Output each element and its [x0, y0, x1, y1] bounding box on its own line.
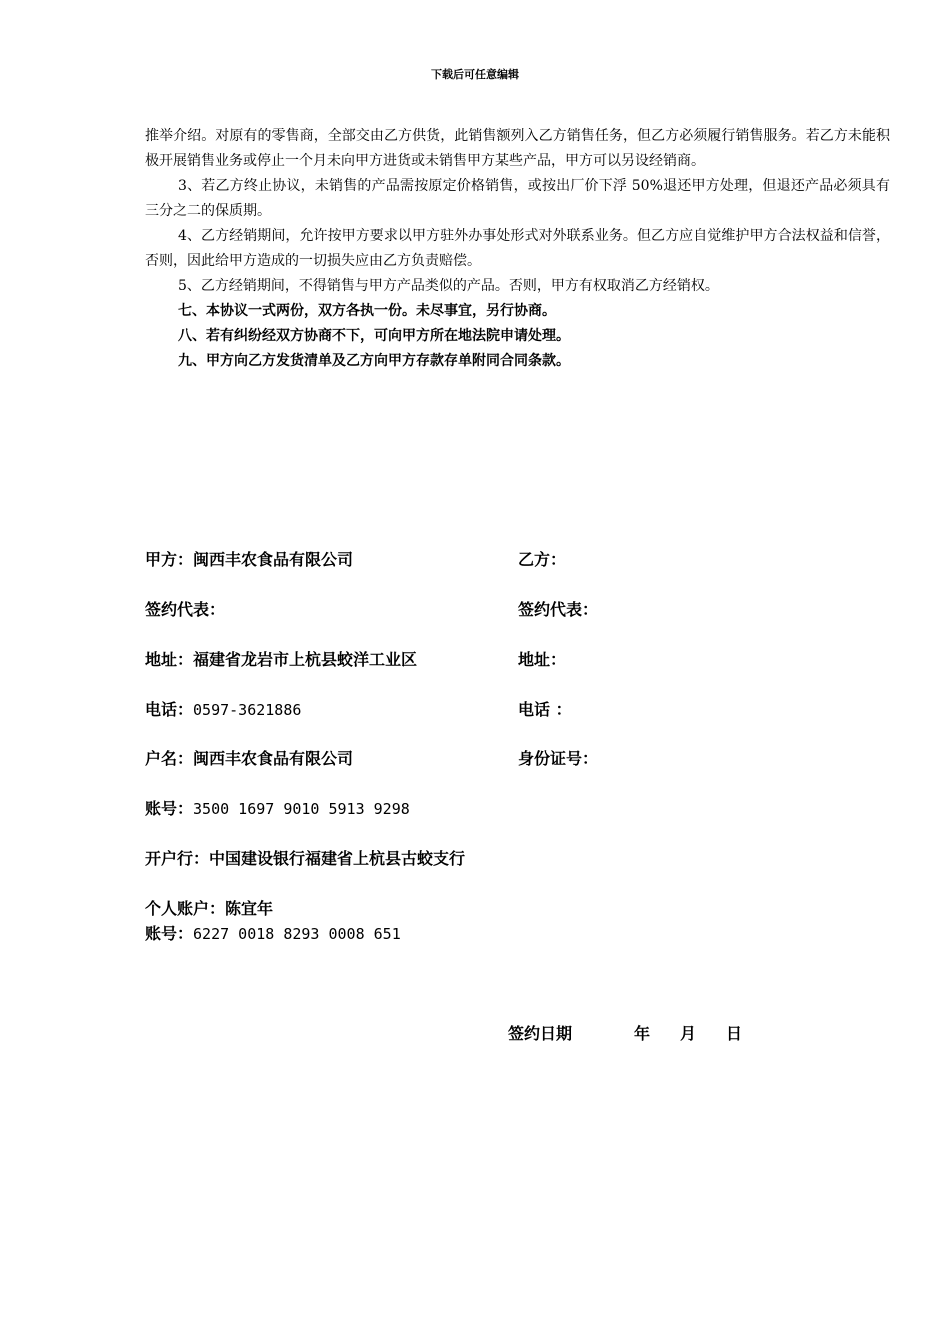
party-a-bank-label: 开户行：	[145, 849, 210, 868]
personal-account-name: 陈宜年	[225, 899, 274, 918]
party-a-address-line	[145, 649, 417, 671]
date-year: 年	[634, 1024, 651, 1043]
party-a-bank-line	[145, 848, 465, 870]
party-a-phone-label: 电话：	[145, 700, 194, 719]
party-b-name-line	[518, 549, 566, 571]
party-a-phone: 0597-3621886	[193, 701, 302, 719]
article-7: 七、本协议一式两份，双方各执一份。未尽事宜，另行协商。	[178, 303, 556, 319]
party-b-address-label: 地址：	[518, 650, 567, 669]
clause-5: 5、乙方经销期间，不得销售与甲方产品类似的产品。否则，甲方有权取消乙方经销权。	[178, 278, 719, 294]
party-a-account-no-label: 账号：	[145, 799, 194, 818]
article-9: 九、甲方向乙方发货清单及乙方向甲方存款存单附同合同条款。	[178, 353, 570, 369]
party-a-label: 甲方：	[145, 550, 194, 569]
clause-continuation: 推举介绍。对原有的零售商，全部交由乙方供货，此销售额列入乙方销售任务，但乙方必须履行销售服务。若乙方未能积极开展销售业务或停止一个月未向甲方进货或未销售甲方某些产品，甲方可以另设经销商。	[145, 128, 890, 169]
party-a-phone-line	[145, 699, 301, 721]
party-b-rep-label: 签约代表：	[518, 600, 599, 619]
date-month: 月	[680, 1024, 697, 1043]
party-a-address-label: 地址：	[145, 650, 194, 669]
signing-date-line	[508, 1021, 742, 1044]
party-a-account-no-line	[145, 798, 410, 820]
party-b-phone-label: 电话 ：	[518, 700, 572, 719]
party-b-id-line	[518, 748, 598, 770]
party-a-account-name-label: 户名：	[145, 749, 194, 768]
clause-4: 4、乙方经销期间，允许按甲方要求以甲方驻外办事处形式对外联系业务。但乙方应自觉维护甲方合法权益和信誉，否则，因此给甲方造成的一切损失应由乙方负责赔偿。	[145, 228, 890, 269]
party-a-name: 闽西丰农食品有限公司	[193, 550, 354, 569]
clause-3: 3、若乙方终止协议，未销售的产品需按原定价格销售，或按出厂价下浮 50%退还甲方处理，但退还产品必须具有三分之二的保质期。	[145, 178, 890, 219]
personal-account-no-label: 账号：	[145, 924, 194, 943]
party-a-address: 福建省龙岩市上杭县蛟洋工业区	[193, 650, 418, 669]
party-a-account-name: 闽西丰农食品有限公司	[193, 749, 354, 768]
party-a-rep-label: 签约代表：	[145, 600, 226, 619]
personal-account-label: 个人账户：	[145, 899, 226, 918]
contract-body	[145, 124, 890, 374]
party-a-name-line	[145, 549, 353, 571]
party-a-account-no: 3500 1697 9010 5913 9298	[193, 800, 410, 818]
page-header: 下载后可任意编辑	[431, 68, 519, 81]
party-b-address-line	[518, 649, 566, 671]
party-b-phone-line	[518, 699, 572, 721]
date-day: 日	[726, 1024, 743, 1043]
personal-account-no: 6227 0018 8293 0008 651	[193, 925, 401, 943]
party-a-account-name-line	[145, 748, 353, 770]
signing-date-label: 签约日期	[508, 1024, 573, 1043]
party-a-bank: 中国建设银行福建省上杭县古蛟支行	[209, 849, 466, 868]
party-a-rep-line	[145, 599, 225, 621]
party-b-id-label: 身份证号：	[518, 749, 599, 768]
article-8: 八、若有纠纷经双方协商不下，可向甲方所在地法院申请处理。	[178, 328, 570, 344]
personal-account-line	[145, 898, 273, 920]
personal-account-no-line	[145, 923, 401, 945]
party-b-rep-line	[518, 599, 598, 621]
party-b-label: 乙方：	[518, 550, 567, 569]
